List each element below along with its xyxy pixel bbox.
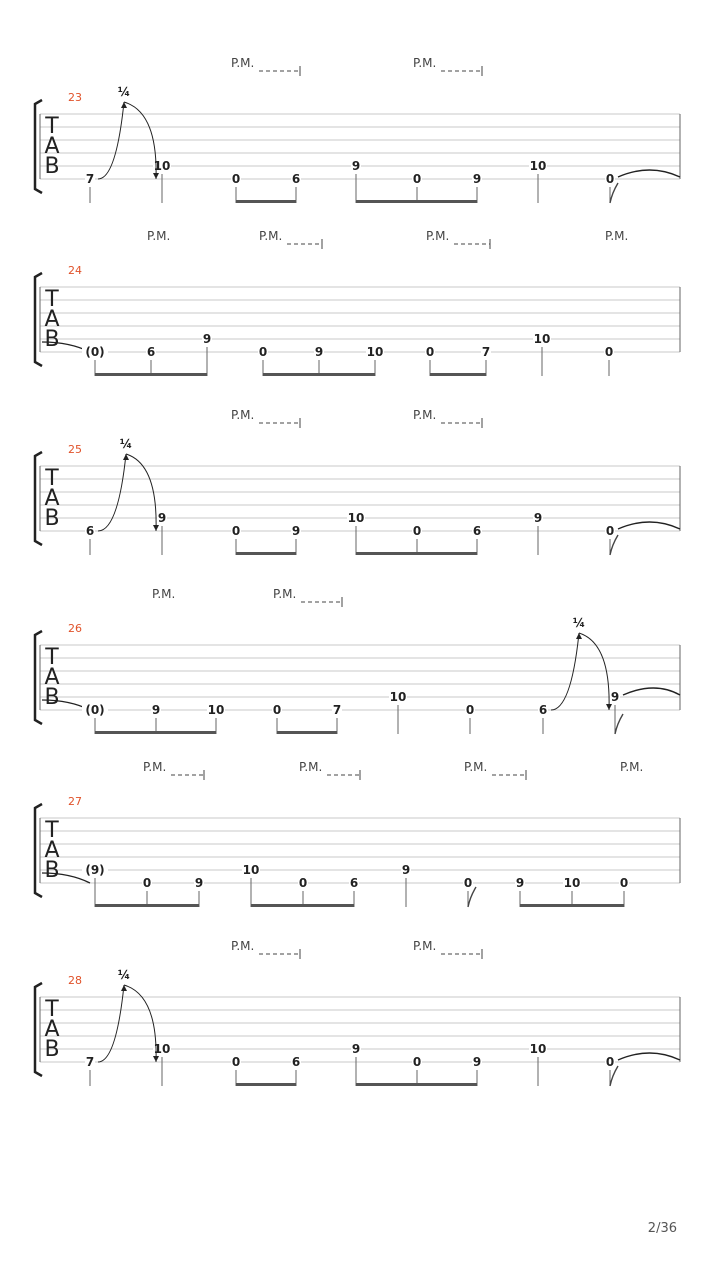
fret-number: 0 bbox=[465, 703, 475, 717]
bend-amount-label: ¼ bbox=[572, 616, 586, 630]
tab-clef-letter: T bbox=[45, 818, 59, 843]
fret-number: 0 bbox=[605, 172, 615, 186]
tab-clef-letter: B bbox=[44, 327, 60, 352]
measure-number: 27 bbox=[68, 795, 82, 808]
note-beam bbox=[430, 373, 486, 376]
note-beam bbox=[520, 904, 624, 907]
release-arrowhead bbox=[153, 1056, 159, 1062]
tab-system-28 bbox=[35, 939, 680, 1086]
fret-number: 0 bbox=[231, 1055, 241, 1069]
measure-number: 25 bbox=[68, 443, 82, 456]
tab-clef-letter: T bbox=[45, 287, 59, 312]
measure-number: 28 bbox=[68, 974, 82, 987]
palm-mute-label: P.M. bbox=[464, 760, 488, 774]
note-beam bbox=[263, 373, 375, 376]
palm-mute-label: P.M. bbox=[620, 760, 644, 774]
eighth-flag bbox=[610, 183, 618, 203]
fret-number: 0 bbox=[412, 172, 422, 186]
tab-clef-letter: A bbox=[44, 665, 60, 690]
note-beam bbox=[236, 1083, 296, 1086]
fret-number: 10 bbox=[207, 703, 225, 717]
tie-out-curve bbox=[618, 170, 680, 177]
tab-system-26 bbox=[35, 587, 680, 734]
tie-out-curve bbox=[623, 688, 680, 695]
measure-number: 24 bbox=[68, 264, 82, 277]
fret-number: 6 bbox=[538, 703, 548, 717]
release-arrowhead bbox=[153, 173, 159, 179]
fret-number: 0 bbox=[604, 345, 614, 359]
fret-number: 0 bbox=[425, 345, 435, 359]
note-beam bbox=[356, 1083, 477, 1086]
fret-number: 9 bbox=[314, 345, 324, 359]
fret-number: 6 bbox=[85, 524, 95, 538]
fret-number: (0) bbox=[85, 345, 105, 359]
page-number: 2/36 bbox=[647, 1221, 677, 1236]
tab-clef-letter: A bbox=[44, 134, 60, 159]
palm-mute-label: P.M. bbox=[413, 939, 437, 953]
palm-mute-label: P.M. bbox=[413, 56, 437, 70]
eighth-flag bbox=[468, 887, 476, 907]
tab-clef-letter: T bbox=[45, 645, 59, 670]
tab-clef-letter: T bbox=[45, 114, 59, 139]
tab-clef-letter: T bbox=[45, 466, 59, 491]
tab-clef-letter: B bbox=[44, 506, 60, 531]
eighth-flag bbox=[610, 1066, 618, 1086]
note-beam bbox=[236, 200, 296, 203]
fret-number: 10 bbox=[529, 159, 547, 173]
fret-number: 0 bbox=[412, 1055, 422, 1069]
fret-number: 7 bbox=[85, 1055, 95, 1069]
palm-mute-label: P.M. bbox=[299, 760, 323, 774]
tab-clef-letter: B bbox=[44, 858, 60, 883]
fret-number: 6 bbox=[291, 172, 301, 186]
fret-number: 9 bbox=[151, 703, 161, 717]
fret-number: 7 bbox=[481, 345, 491, 359]
palm-mute-label: P.M. bbox=[259, 229, 283, 243]
tab-system-23 bbox=[35, 56, 680, 203]
tab-system-24 bbox=[35, 229, 680, 376]
tab-system-27 bbox=[35, 760, 680, 907]
release-arrowhead bbox=[153, 525, 159, 531]
note-beam bbox=[251, 904, 354, 907]
tab-clef-letter: A bbox=[44, 307, 60, 332]
fret-number: 0 bbox=[231, 524, 241, 538]
fret-number: 7 bbox=[85, 172, 95, 186]
fret-number: (0) bbox=[85, 703, 105, 717]
fret-number: 10 bbox=[242, 863, 260, 877]
note-beam bbox=[277, 731, 337, 734]
palm-mute-label: P.M. bbox=[413, 408, 437, 422]
tab-clef-letter: B bbox=[44, 685, 60, 710]
fret-number: 9 bbox=[533, 511, 543, 525]
fret-number: 10 bbox=[153, 1042, 171, 1056]
release-arrowhead bbox=[606, 704, 612, 710]
bend-amount-label: ¼ bbox=[117, 85, 131, 99]
eighth-flag bbox=[615, 714, 623, 734]
tab-clef-letter: A bbox=[44, 486, 60, 511]
fret-number: 9 bbox=[610, 690, 620, 704]
fret-number: 0 bbox=[463, 876, 473, 890]
fret-number: 9 bbox=[157, 511, 167, 525]
fret-number: 10 bbox=[529, 1042, 547, 1056]
fret-number: 6 bbox=[472, 524, 482, 538]
bend-amount-label: ¼ bbox=[119, 437, 133, 451]
fret-number: 6 bbox=[291, 1055, 301, 1069]
tie-out-curve bbox=[618, 522, 680, 529]
palm-mute-label: P.M. bbox=[143, 760, 167, 774]
note-beam bbox=[95, 904, 199, 907]
fret-number: 9 bbox=[515, 876, 525, 890]
fret-number: 10 bbox=[347, 511, 365, 525]
eighth-flag bbox=[610, 535, 618, 555]
palm-mute-label: P.M. bbox=[147, 229, 171, 243]
note-beam bbox=[236, 552, 296, 555]
tab-clef-letter: A bbox=[44, 1017, 60, 1042]
tie-out-curve bbox=[618, 1053, 680, 1060]
palm-mute-label: P.M. bbox=[605, 229, 629, 243]
fret-number: 9 bbox=[472, 1055, 482, 1069]
palm-mute-label: P.M. bbox=[426, 229, 450, 243]
palm-mute-label: P.M. bbox=[231, 56, 255, 70]
fret-number: 0 bbox=[605, 1055, 615, 1069]
fret-number: 0 bbox=[272, 703, 282, 717]
fret-number: 10 bbox=[389, 690, 407, 704]
fret-number: 0 bbox=[258, 345, 268, 359]
fret-number: 10 bbox=[533, 332, 551, 346]
bend-amount-label: ¼ bbox=[117, 968, 131, 982]
fret-number: 9 bbox=[472, 172, 482, 186]
fret-number: 9 bbox=[351, 159, 361, 173]
fret-number: 9 bbox=[351, 1042, 361, 1056]
fret-number: 0 bbox=[231, 172, 241, 186]
fret-number: 0 bbox=[412, 524, 422, 538]
fret-number: 9 bbox=[194, 876, 204, 890]
note-beam bbox=[356, 200, 477, 203]
tab-clef-letter: A bbox=[44, 838, 60, 863]
fret-number: 0 bbox=[619, 876, 629, 890]
tab-clef-letter: B bbox=[44, 154, 60, 179]
fret-number: 6 bbox=[349, 876, 359, 890]
note-beam bbox=[95, 731, 216, 734]
tab-system-25 bbox=[35, 408, 680, 555]
palm-mute-label: P.M. bbox=[231, 408, 255, 422]
fret-number: (9) bbox=[85, 863, 105, 877]
fret-number: 6 bbox=[146, 345, 156, 359]
fret-number: 10 bbox=[366, 345, 384, 359]
tab-clef-letter: B bbox=[44, 1037, 60, 1062]
measure-number: 23 bbox=[68, 91, 82, 104]
fret-number: 0 bbox=[142, 876, 152, 890]
fret-number: 0 bbox=[605, 524, 615, 538]
fret-number: 10 bbox=[563, 876, 581, 890]
palm-mute-label: P.M. bbox=[231, 939, 255, 953]
fret-number: 9 bbox=[401, 863, 411, 877]
measure-number: 26 bbox=[68, 622, 82, 635]
tab-clef-letter: T bbox=[45, 997, 59, 1022]
fret-number: 7 bbox=[332, 703, 342, 717]
fret-number: 0 bbox=[298, 876, 308, 890]
fret-number: 10 bbox=[153, 159, 171, 173]
palm-mute-label: P.M. bbox=[273, 587, 297, 601]
fret-number: 9 bbox=[202, 332, 212, 346]
note-beam bbox=[356, 552, 477, 555]
note-beam bbox=[95, 373, 207, 376]
fret-number: 9 bbox=[291, 524, 301, 538]
palm-mute-label: P.M. bbox=[152, 587, 176, 601]
